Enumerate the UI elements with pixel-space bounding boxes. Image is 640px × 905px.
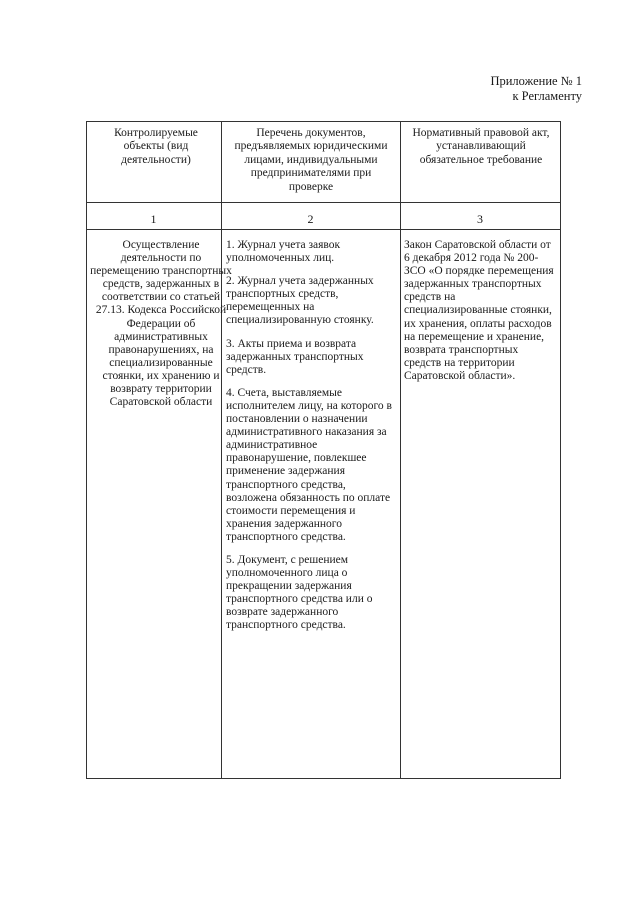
table-border-right [560, 122, 561, 778]
header-document-list: Перечень документов, предъявляемых юридическими лицами, индивидуальными предпринимателями при проверке [234, 127, 388, 193]
header-controlled-objects: Контролируемые объекты (вид деятельности) [114, 127, 198, 166]
document-list [226, 239, 398, 643]
table-header-divider [86, 202, 561, 203]
appendix-title: Приложение № 1 [490, 74, 582, 88]
requirements-table [86, 121, 561, 779]
appendix-subtitle: к Регламенту [512, 89, 582, 103]
column-number-1: 1 [150, 212, 157, 226]
document-item: 3. Акты приема и возврата задержанных транспортных средств. [226, 337, 364, 376]
document-item: 1. Журнал учета заявок уполномоченных лиц. [226, 239, 341, 265]
header-legal-act: Нормативный правовой акт, устанавливающий обязательное требование [412, 127, 550, 166]
controlled-object-text: Осуществление деятельности по перемещению транспортных средств, задержанных в соответствии со статьей 27.13. Кодекса Российской Федерации об административных правонарушениях, на специализированные стоянки, их хранению и возврату территории Саратовской области [90, 239, 232, 409]
column-number-2: 2 [307, 212, 314, 226]
legal-act-text: Закон Саратовской области от 6 декабря 2012 года № 200-ЗСО «О порядке перемещения задержанных транспортных средств на специализированные стоянки, их хранения, оплаты расходов на перемещение и хранение, возврата транспортных средств на территории Саратовской области». [404, 239, 554, 382]
document-item: 4. Счета, выставляемые исполнителем лицу, на которого в постановлении о назначении административного наказания за административное правонарушение, повлекшее применение задержания транспортного средства, возложена обязанность по оплате стоимости перемещения и хранения задержанного транспортного средства. [226, 386, 392, 543]
document-item: 5. Документ, с решением уполномоченного лица о прекращении задержания транспортного средства или о возврате задержанного транспортного средства. [226, 553, 373, 632]
appendix-heading [490, 74, 582, 104]
table-number-divider [86, 229, 561, 230]
column-number-3: 3 [477, 212, 483, 226]
document-item: 2. Журнал учета задержанных транспортных средств, перемещенных на специализированную стоянку. [226, 275, 374, 327]
